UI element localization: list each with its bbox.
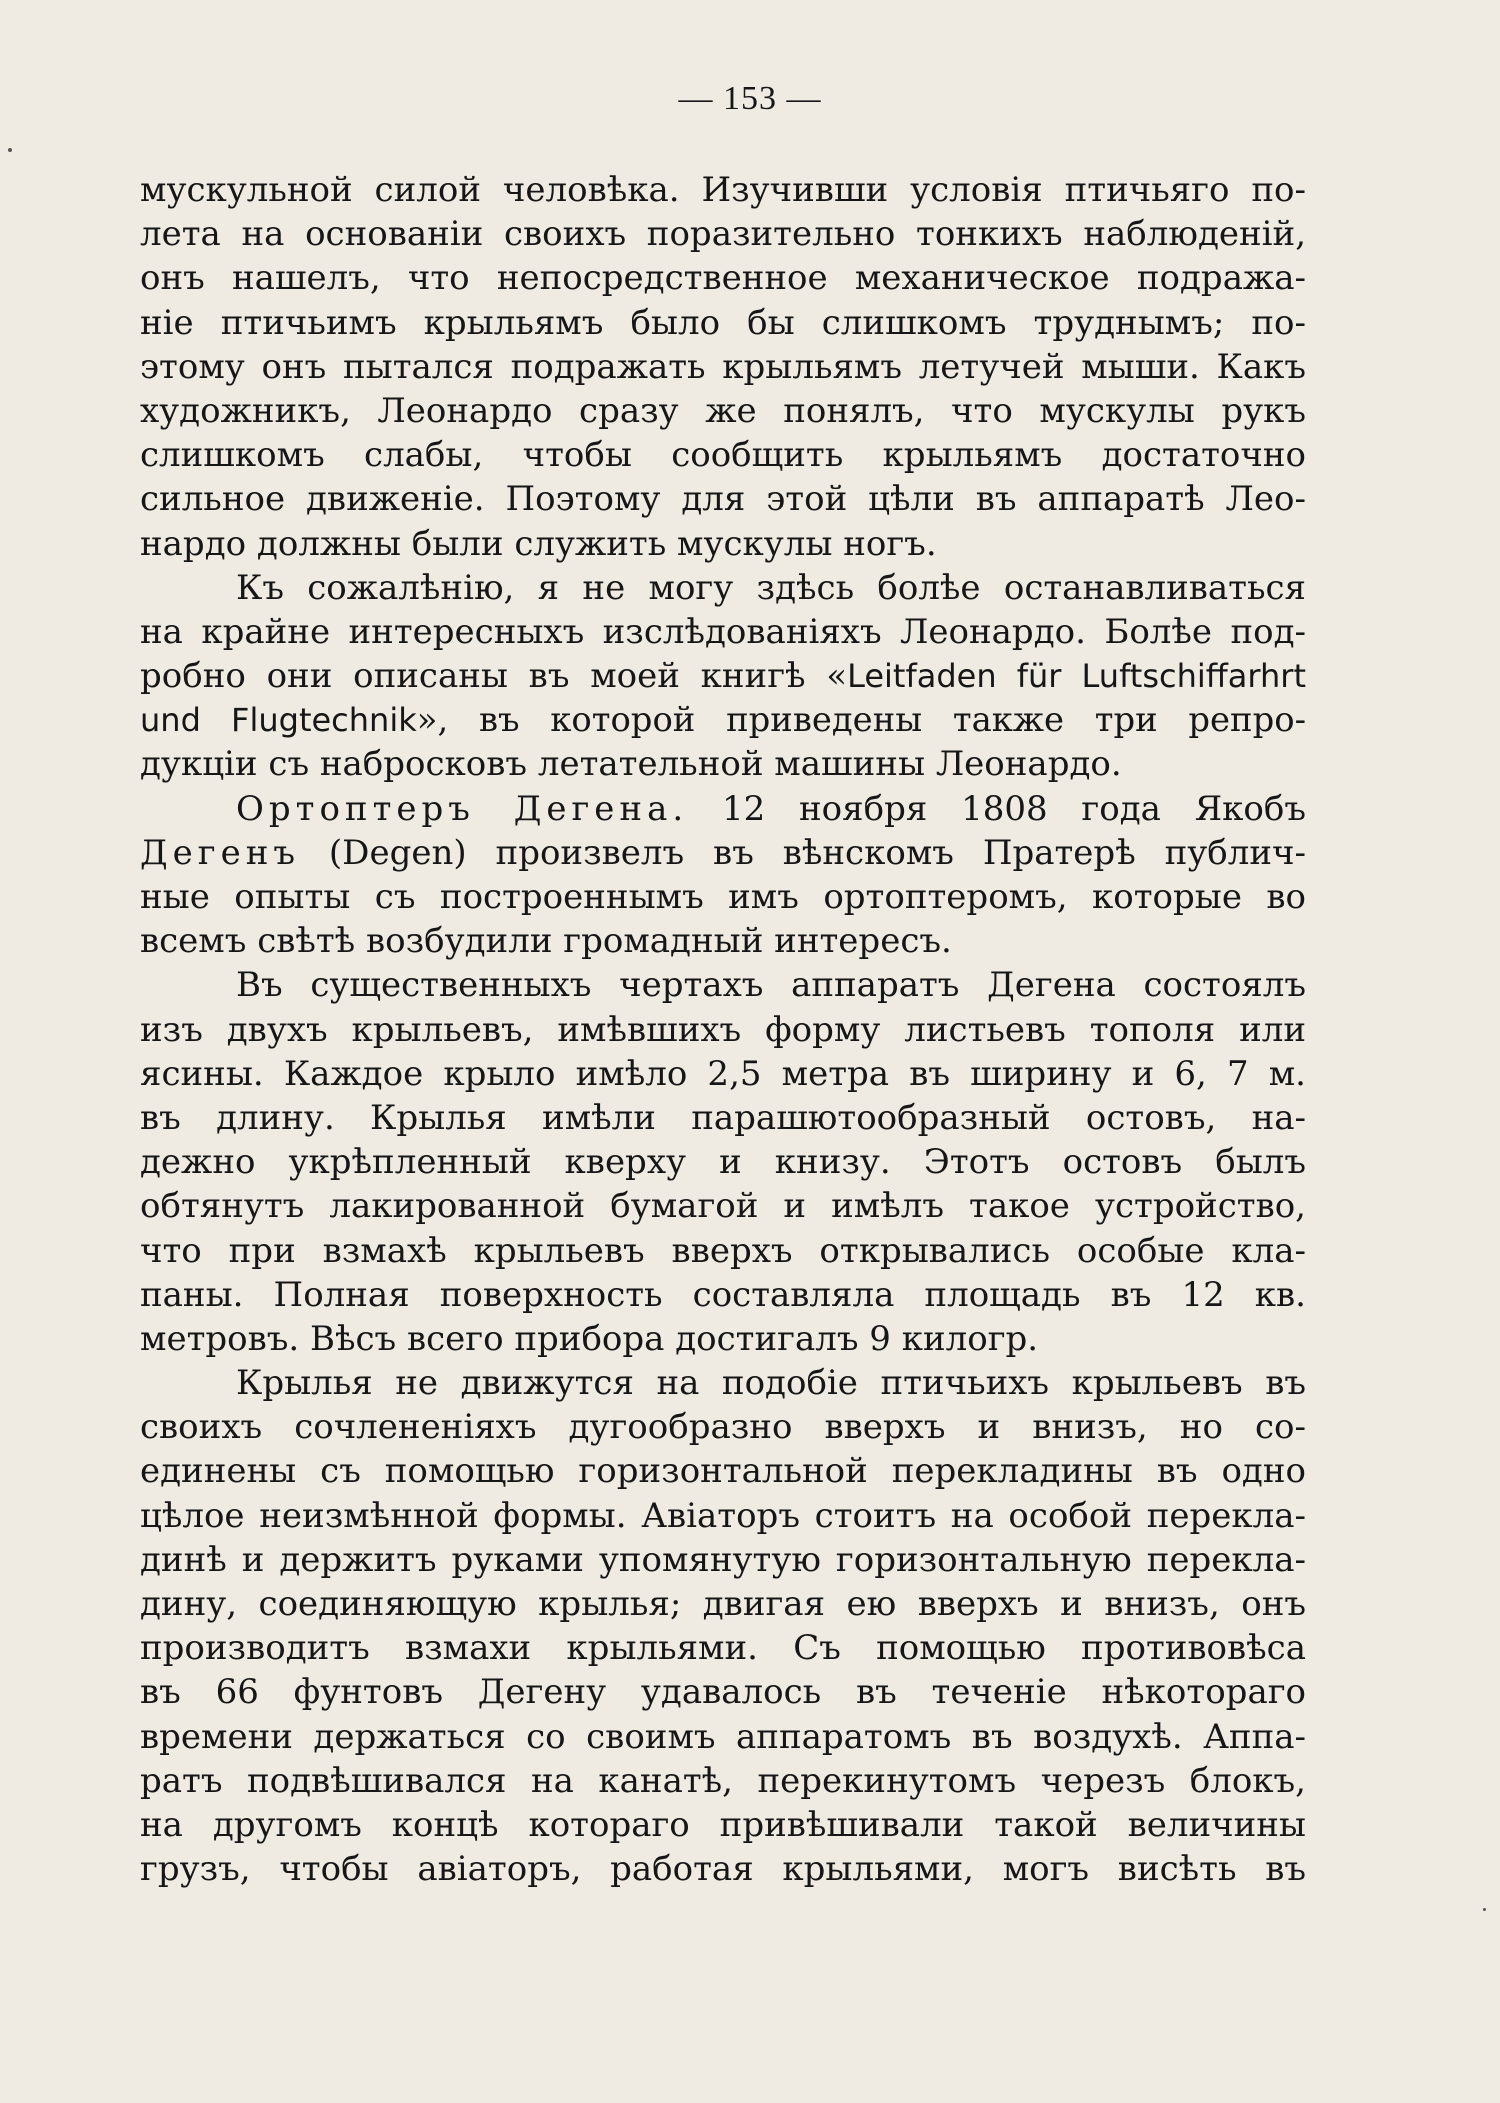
text-line: Въ существенныхъ чертахъ аппаратъ Дегена состоялъ <box>236 965 1306 1006</box>
text-fragment: 12 ноября 1808 года Якобъ <box>688 788 1306 829</box>
text-line: динѣ и держитъ руками упомянутую горизонтальную перекла- <box>140 1539 1306 1580</box>
body-text <box>140 168 1306 1891</box>
page-number: — 153 — <box>678 80 822 117</box>
text-fragment: (Degen) произвелъ въ вѣнскомъ Пратерѣ публич- <box>300 832 1306 873</box>
paragraph <box>140 168 1306 566</box>
text-line: цѣлое неизмѣнной формы. Авіаторъ стоитъ на особой перекла- <box>140 1495 1306 1536</box>
text-line: художникъ, Леонардо сразу же понялъ, что мускулы рукъ <box>140 390 1306 431</box>
text-line: ясины. Каждое крыло имѣло 2,5 метра въ ширину и 6, 7 м. <box>140 1053 1306 1094</box>
text-line <box>140 787 1306 831</box>
text-line: въ 66 фунтовъ Дегену удавалось въ теченіе нѣкотораго <box>140 1672 1306 1713</box>
text-line: времени держаться со своимъ аппаратомъ въ воздухѣ. Аппа- <box>140 1716 1306 1757</box>
text-line <box>140 698 1306 742</box>
text-line: Къ сожалѣнію, я не могу здѣсь болѣе останавливаться <box>236 567 1306 608</box>
text-line: въ длину. Крылья имѣли парашютообразный остовъ, на- <box>140 1097 1306 1138</box>
text-line: ные опыты съ построеннымъ имъ ортоптеромъ, которые во <box>140 877 1306 917</box>
text-line: паны. Полная поверхность составляла площадь въ 12 кв. <box>140 1274 1306 1315</box>
text-line: метровъ. Вѣсъ всего прибора достигалъ 9 килогр. <box>140 1318 1039 1359</box>
text-line: Крылья не движутся на подобіе птичьихъ крыльевъ въ <box>236 1363 1306 1404</box>
text-line: дину, соединяющую крылья; двигая ею вверхъ и внизъ, онъ <box>140 1584 1306 1624</box>
paragraph <box>140 566 1306 787</box>
text-line: изъ двухъ крыльевъ, имѣвшихъ форму листьевъ тополя или <box>140 1009 1306 1050</box>
text-line: нардо должны были служить мускулы ногъ. <box>140 523 937 564</box>
text-fragment: », въ которой приведены также три репро- <box>416 700 1307 740</box>
text-line: грузъ, чтобы авіаторъ, работая крыльями, могъ висѣть въ <box>140 1849 1306 1890</box>
text-line: мускульной силой человѣка. Изучивши условія птичьяго по- <box>140 170 1306 210</box>
paragraph <box>140 1361 1306 1891</box>
text-line <box>140 831 1306 875</box>
text-line: обтянутъ лакированной бумагой и имѣлъ такое устройство, <box>140 1186 1306 1227</box>
paragraph <box>140 963 1306 1361</box>
text-line: производитъ взмахи крыльями. Съ помощью противовѣса <box>140 1628 1306 1669</box>
text-line: лета на основаніи своихъ поразительно тонкихъ наблюденій, <box>140 214 1306 255</box>
text-line: своихъ сочлененіяхъ дугообразно вверхъ и внизъ, но со- <box>140 1407 1306 1448</box>
text-line: что при взмахѣ крыльевъ вверхъ открывались особые кла- <box>140 1230 1306 1271</box>
text-line <box>140 654 1306 698</box>
book-title-fragment: und Flugtechnik <box>140 701 417 740</box>
text-line: этому онъ пытался подражать крыльямъ летучей мыши. Какъ <box>140 346 1306 387</box>
spaced-name: Дегенъ <box>140 832 300 873</box>
text-line: единены съ помощью горизонтальной перекладины въ одно <box>140 1451 1306 1492</box>
paragraph <box>140 787 1306 964</box>
text-line: на крайне интересныхъ изслѣдованіяхъ Леонардо. Болѣе под- <box>140 611 1306 652</box>
text-line: слишкомъ слабы, чтобы сообщить крыльямъ достаточно <box>140 435 1306 476</box>
text-line: сильное движеніе. Поэтому для этой цѣли въ аппаратѣ Лео- <box>140 479 1306 520</box>
text-line: всемъ свѣтѣ возбудили громадный интересъ. <box>140 921 952 962</box>
text-line: на другомъ концѣ котораго привѣшивали такой величины <box>140 1804 1306 1845</box>
scan-speck <box>1483 1908 1486 1911</box>
book-title-fragment: Leitfaden für Luftschiffarhrt <box>847 657 1306 696</box>
section-lead-title: Ортоптеръ Дегена. <box>236 788 689 829</box>
text-line: дежно укрѣпленный кверху и книзу. Этотъ остовъ былъ <box>140 1142 1306 1183</box>
scan-speck <box>8 148 12 152</box>
text-fragment: робно они описаны въ моей книгѣ « <box>140 656 848 697</box>
text-line: ніе птичьимъ крыльямъ было бы слишкомъ труднымъ; по- <box>140 302 1306 343</box>
text-line: ратъ подвѣшивался на канатѣ, перекинутомъ черезъ блокъ, <box>140 1760 1306 1801</box>
text-line: онъ нашелъ, что непосредственное механическое подража- <box>140 258 1306 299</box>
text-line: дукціи съ набросковъ летательной машины Леонардо. <box>140 744 1122 785</box>
